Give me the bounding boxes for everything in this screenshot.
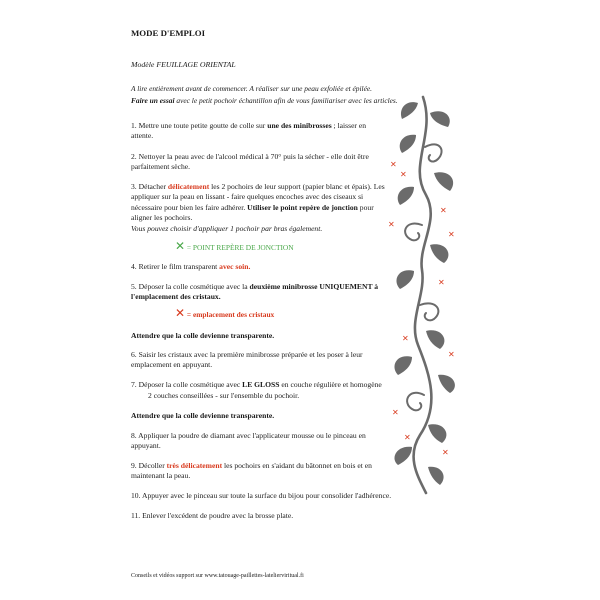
step-7 bbox=[131, 380, 393, 390]
cross-mark-green-icon: ✕ bbox=[175, 239, 186, 253]
svg-text:✕: ✕ bbox=[440, 206, 447, 215]
step-9-b: très délicatement bbox=[166, 461, 223, 470]
step-8: 8. Appliquer la poudre de diamant avec l'applicateur mousse ou le pinceau en appuyant. bbox=[131, 431, 366, 451]
step-3-c: les 2 pochoirs de leur support (papier blanc et épais). Les appliquer sur la peau en lissant - faire quelques encoches avec des ciseaux si nécessaire pour bien les faire adhérer. bbox=[131, 182, 385, 212]
step-1 bbox=[131, 121, 386, 142]
svg-text:✕: ✕ bbox=[448, 230, 455, 239]
step-10: 10. Appuyer avec le pinceau sur toute la surface du bijou pour consolider l'adhérence. bbox=[131, 491, 392, 500]
model-name: Modèle FEUILLAGE ORIENTAL bbox=[131, 60, 236, 69]
step-4-b: avec soin. bbox=[219, 262, 251, 271]
step-3-a: 3. Détacher bbox=[131, 182, 168, 191]
wait-note-1: Attendre que la colle devienne transparente. bbox=[131, 331, 275, 340]
step-9-a: 9. Décoller bbox=[131, 461, 167, 470]
junction-label: = POINT REPÈRE DE JONCTION bbox=[185, 243, 294, 252]
intro-rest: avec le petit pochoir échantillon afin de vous familiariser avec les articles. bbox=[174, 96, 398, 105]
junction-legend bbox=[175, 239, 294, 253]
step-3-b: délicatement bbox=[167, 182, 210, 191]
step-7-note: 2 couches conseillées - sur l'ensemble du pochoir. bbox=[148, 391, 300, 400]
intro-line-1: A lire entièrement avant de commencer. A réaliser sur une peau exfoliée et épilée. bbox=[131, 84, 373, 93]
step-1-b: une des minibrosses bbox=[267, 121, 332, 130]
svg-text:✕: ✕ bbox=[392, 408, 399, 417]
step-1-c: ; laisser en attente. bbox=[131, 121, 367, 141]
svg-text:✕: ✕ bbox=[448, 350, 455, 359]
intro-emphasis: Faire un essai bbox=[131, 96, 175, 105]
svg-text:✕: ✕ bbox=[438, 278, 445, 287]
step-9-c: les pochoirs en s'aidant du bâtonnet en bois et en maintenant la peau. bbox=[131, 461, 372, 481]
step-9 bbox=[131, 461, 393, 482]
svg-text:✕: ✕ bbox=[442, 448, 449, 457]
step-6: 6. Saisir les cristaux avec la première minibrosse préparée et les poser à leur emplacement en appuyant. bbox=[131, 350, 363, 370]
step-4-a: 4. Retirer le film transparent bbox=[131, 262, 220, 271]
step-5-a: 5. Déposer la colle cosmétique avec la bbox=[131, 282, 250, 291]
step-11: 11. Enlever l'excédent de poudre avec la brosse plate. bbox=[131, 511, 294, 520]
svg-text:✕: ✕ bbox=[402, 334, 409, 343]
step-7-b: LE GLOSS bbox=[242, 380, 280, 389]
step-3-f: Vous pouvez choisir d'appliquer 1 pochoir par bras également. bbox=[131, 223, 323, 233]
step-2: 2. Nettoyer la peau avec de l'alcool médical à 70° puis la sécher - elle doit être parfaitement sèche. bbox=[131, 152, 369, 172]
svg-text:✕: ✕ bbox=[388, 220, 395, 229]
step-7-c: en couche régulière et homogène bbox=[279, 380, 382, 389]
crystal-legend bbox=[175, 306, 274, 320]
step-5-b: deuxième minibrosse UNIQUEMENT à l'emplacement des cristaux. bbox=[131, 282, 379, 302]
svg-text:✕: ✕ bbox=[404, 433, 411, 442]
cross-mark-red-icon: ✕ bbox=[175, 306, 186, 320]
step-1-a: 1. Mettre une toute petite goutte de colle sur bbox=[131, 121, 268, 130]
footer-note: Conseils et vidéos support sur www.tatouage-paillettes-latelierviritual.fi bbox=[131, 573, 304, 579]
step-7-a: 7. Déposer la colle cosmétique avec bbox=[131, 380, 243, 389]
step-4 bbox=[131, 262, 386, 272]
step-5 bbox=[131, 282, 386, 303]
page-title: MODE D'EMPLOI bbox=[131, 28, 206, 38]
wait-note-2: Attendre que la colle devienne transparente. bbox=[131, 411, 275, 420]
crystal-label: = emplacement des cristaux bbox=[185, 310, 275, 319]
step-3-e: pour aligner les pochoirs. bbox=[131, 202, 374, 223]
step-3 bbox=[131, 182, 393, 234]
svg-text:✕: ✕ bbox=[400, 170, 407, 179]
svg-text:✕: ✕ bbox=[390, 160, 397, 169]
step-3-d: Utiliser le point repère de jonction bbox=[247, 202, 358, 212]
floral-ornament-icon bbox=[378, 95, 468, 495]
